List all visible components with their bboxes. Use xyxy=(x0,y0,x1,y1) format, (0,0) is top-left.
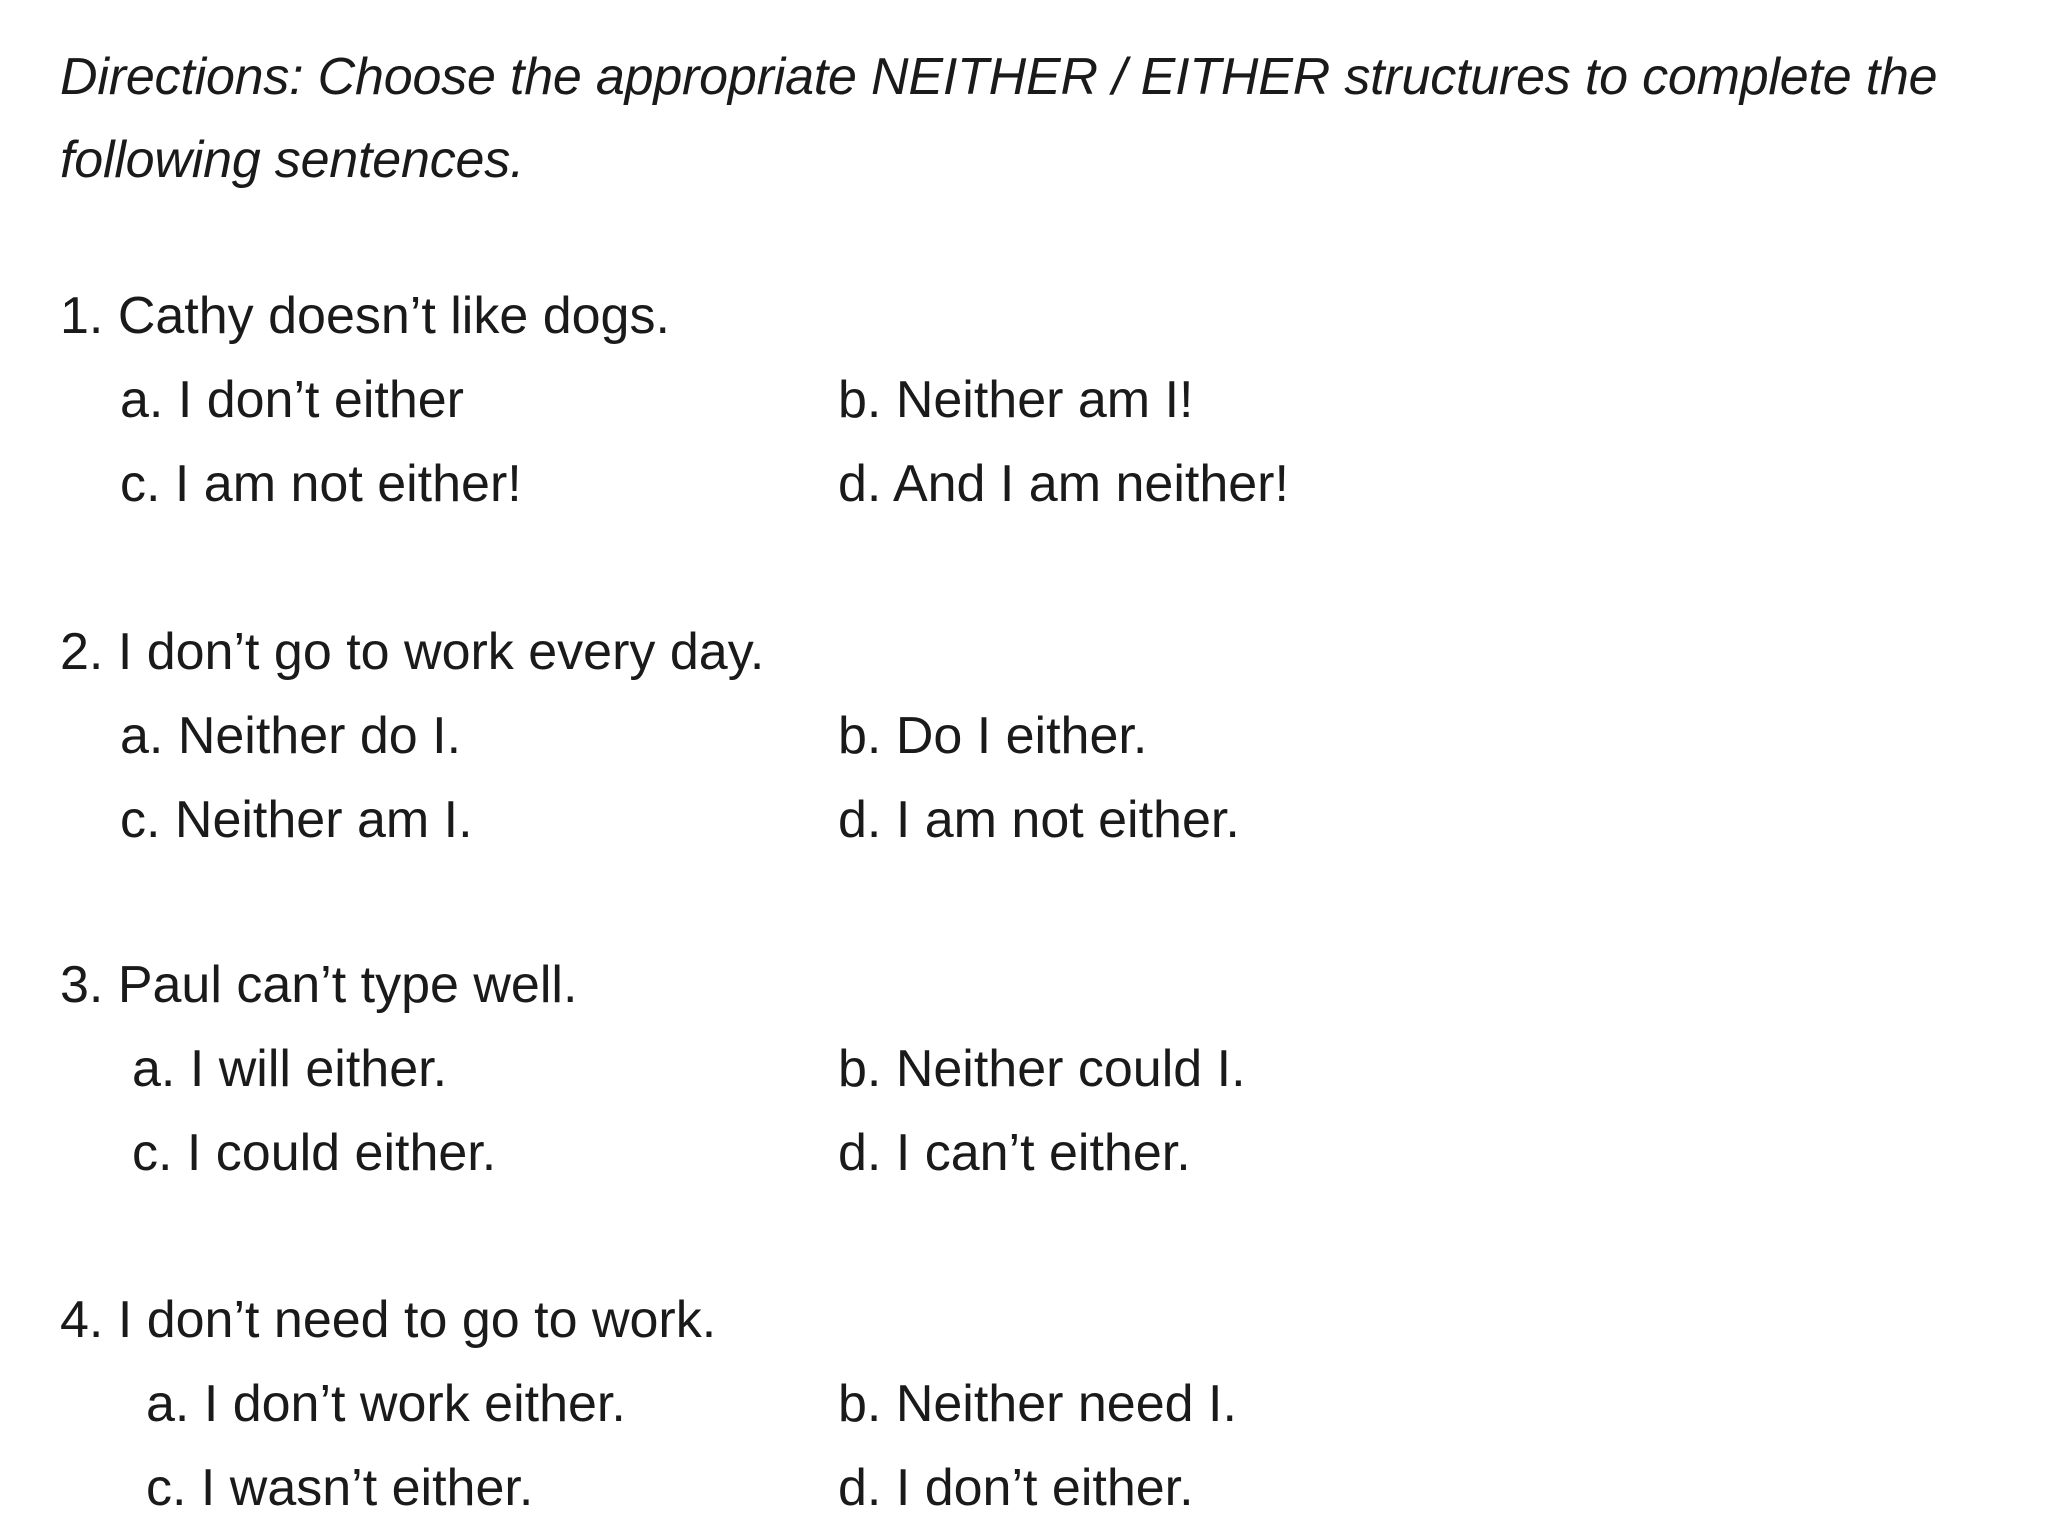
option-c[interactable]: c. I could either. xyxy=(132,1124,497,1182)
question-stem: 3. Paul can’t type well. xyxy=(60,956,578,1014)
option-b[interactable]: b. Do I either. xyxy=(838,707,1148,765)
option-row xyxy=(60,706,1148,766)
option-row xyxy=(60,1458,1194,1518)
question-3 xyxy=(60,955,1246,1183)
option-a[interactable]: a. Neither do I. xyxy=(120,707,462,765)
option-row xyxy=(60,1374,1237,1434)
option-d[interactable]: d. And I am neither! xyxy=(838,455,1289,513)
option-c[interactable]: c. I am not either! xyxy=(120,455,522,513)
question-1 xyxy=(60,286,1289,514)
option-d[interactable]: d. I don’t either. xyxy=(838,1459,1194,1517)
question-4 xyxy=(60,1290,1237,1518)
option-row xyxy=(60,454,1289,514)
option-row xyxy=(60,1123,1191,1183)
option-b[interactable]: b. Neither need I. xyxy=(838,1375,1237,1433)
option-d[interactable]: d. I am not either. xyxy=(838,791,1240,849)
option-c[interactable]: c. Neither am I. xyxy=(120,791,473,849)
option-c[interactable]: c. I wasn’t either. xyxy=(146,1459,534,1517)
option-row xyxy=(60,1039,1246,1099)
option-a[interactable]: a. I don’t either xyxy=(120,371,464,429)
option-row xyxy=(60,790,1240,850)
option-row xyxy=(60,370,1194,430)
directions-text: Directions: Choose the appropriate NEITHER / EITHER structures to complete the following sentences. xyxy=(60,48,1938,189)
question-stem: 1. Cathy doesn’t like dogs. xyxy=(60,287,670,345)
question-2 xyxy=(60,622,1240,850)
option-d[interactable]: d. I can’t either. xyxy=(838,1124,1191,1182)
option-a[interactable]: a. I will either. xyxy=(132,1040,448,1098)
question-stem: 2. I don’t go to work every day. xyxy=(60,623,765,681)
option-b[interactable]: b. Neither could I. xyxy=(838,1040,1246,1098)
question-stem: 4. I don’t need to go to work. xyxy=(60,1291,717,1349)
option-b[interactable]: b. Neither am I! xyxy=(838,371,1194,429)
option-a[interactable]: a. I don’t work either. xyxy=(146,1375,626,1433)
